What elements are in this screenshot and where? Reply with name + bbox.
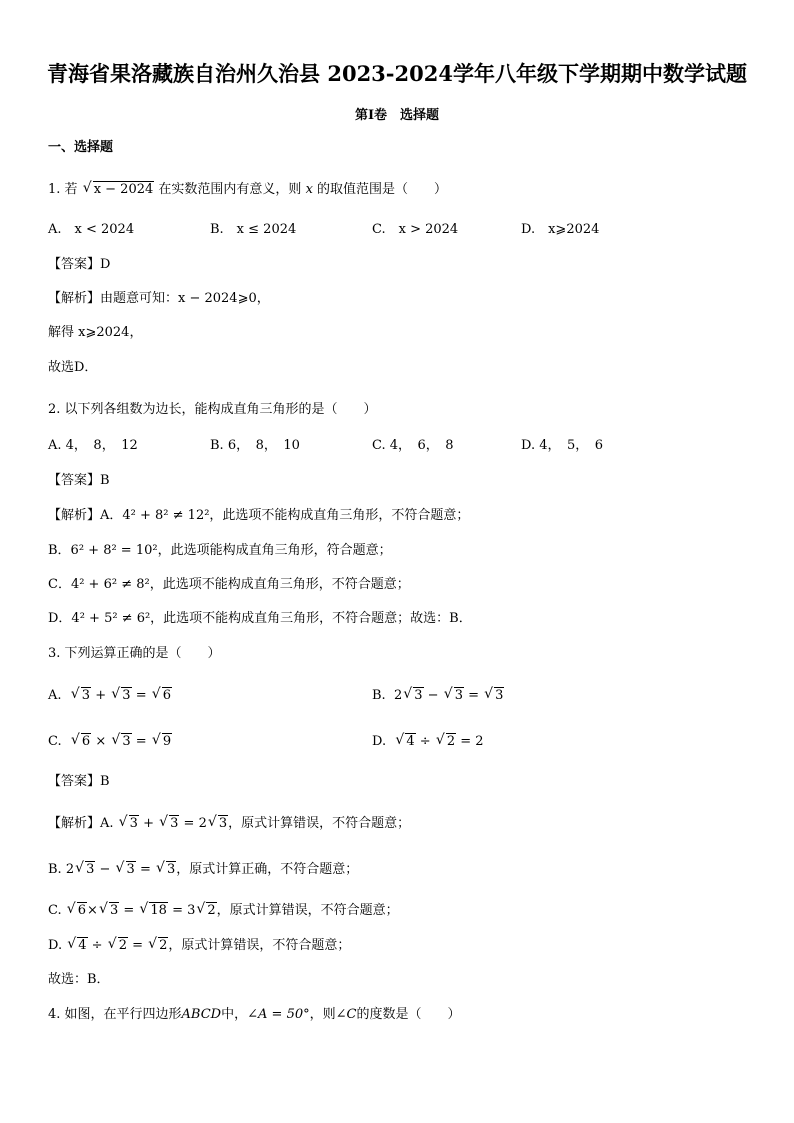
q1-option-c: C. x > 2024: [372, 222, 459, 237]
q2-answer: 【答案】B: [48, 473, 110, 488]
q2-analysis-line: 【解析】A．4² + 8² ≠ 12²，此选项不能构成直角三角形，不符合题意；: [48, 508, 470, 523]
q3-option-b: B. 2√ 3 − √ 3 = √ 3: [372, 686, 504, 706]
q2-option-a: A. 4， 8， 12: [48, 438, 138, 453]
question-1-stem: 1. 若 √ x − 2024 在实数范围内有意义，则 x 的取值范围是（ ）: [48, 180, 447, 200]
q1-analysis-line: 解得 x⩾2024，: [48, 325, 143, 340]
q3-analysis-line: B. 2√ 3 − √ 3 = √ 3，原式计算正确，不符合题意；: [48, 860, 358, 880]
page-title: 青海省果洛藏族自治州久治县 2023-2024学年八年级下学期期中数学试题: [47, 61, 747, 86]
q2-option-d: D. 4， 5， 6: [521, 438, 604, 453]
q3-option-c: C. √ 6 × √ 3 = √ 9: [48, 732, 172, 752]
sqrt-expression: √ x − 2024: [84, 180, 155, 200]
q2-analysis-line: D．4² + 5² ≠ 6²，此选项不能构成直角三角形，不符合题意；故选：B．: [48, 611, 472, 626]
question-4-stem: 4. 如图，在平行四边形ABCD中，∠A = 50°，则∠C的度数是（ ）: [48, 1007, 461, 1022]
q2-option-c: C. 4， 6， 8: [372, 438, 454, 453]
q3-analysis-line: D. √ 4 ÷ √ 2 = √ 2，原式计算错误，不符合题意；: [48, 936, 350, 956]
section-heading: 一、选择题: [48, 140, 114, 155]
q3-answer: 【答案】B: [48, 774, 110, 789]
q1-analysis-line: 【解析】由题意可知：x − 2024⩾0，: [48, 291, 270, 306]
q1-option-b: B. x ≤ 2024: [210, 222, 297, 237]
q3-analysis-line: 故选：B．: [48, 972, 110, 987]
q1-option-a: A. x < 2024: [48, 222, 135, 237]
page-subtitle: 第Ⅰ卷 选择题: [354, 108, 440, 123]
q3-analysis-line: 【解析】A. √ 3 + √ 3 = 2√ 3，原式计算错误，不符合题意；: [48, 814, 410, 834]
question-3-stem: 3. 下列运算正确的是（ ）: [48, 646, 221, 661]
q3-option-d: D. √ 4 ÷ √ 2 = 2: [372, 732, 484, 752]
q1-option-d: D. x⩾2024: [521, 222, 600, 237]
q2-analysis-line: C．4² + 6² ≠ 8²，此选项不能构成直角三角形，不符合题意；: [48, 577, 410, 592]
question-2-stem: 2. 以下列各组数为边长，能构成直角三角形的是（ ）: [48, 402, 377, 417]
question-number: 1. 若: [48, 182, 78, 197]
q1-analysis-line: 故选D．: [48, 360, 98, 375]
q2-option-b: B. 6， 8， 10: [210, 438, 300, 453]
q3-option-a: A. √ 3 + √ 3 = √ 6: [48, 686, 172, 706]
q2-analysis-line: B．6² + 8² = 10²，此选项能构成直角三角形，符合题意；: [48, 543, 392, 558]
q1-answer: 【答案】D: [48, 257, 111, 272]
q3-analysis-line: C. √ 6×√ 3 = √ 18 = 3√ 2，原式计算错误，不符合题意；: [48, 901, 399, 921]
